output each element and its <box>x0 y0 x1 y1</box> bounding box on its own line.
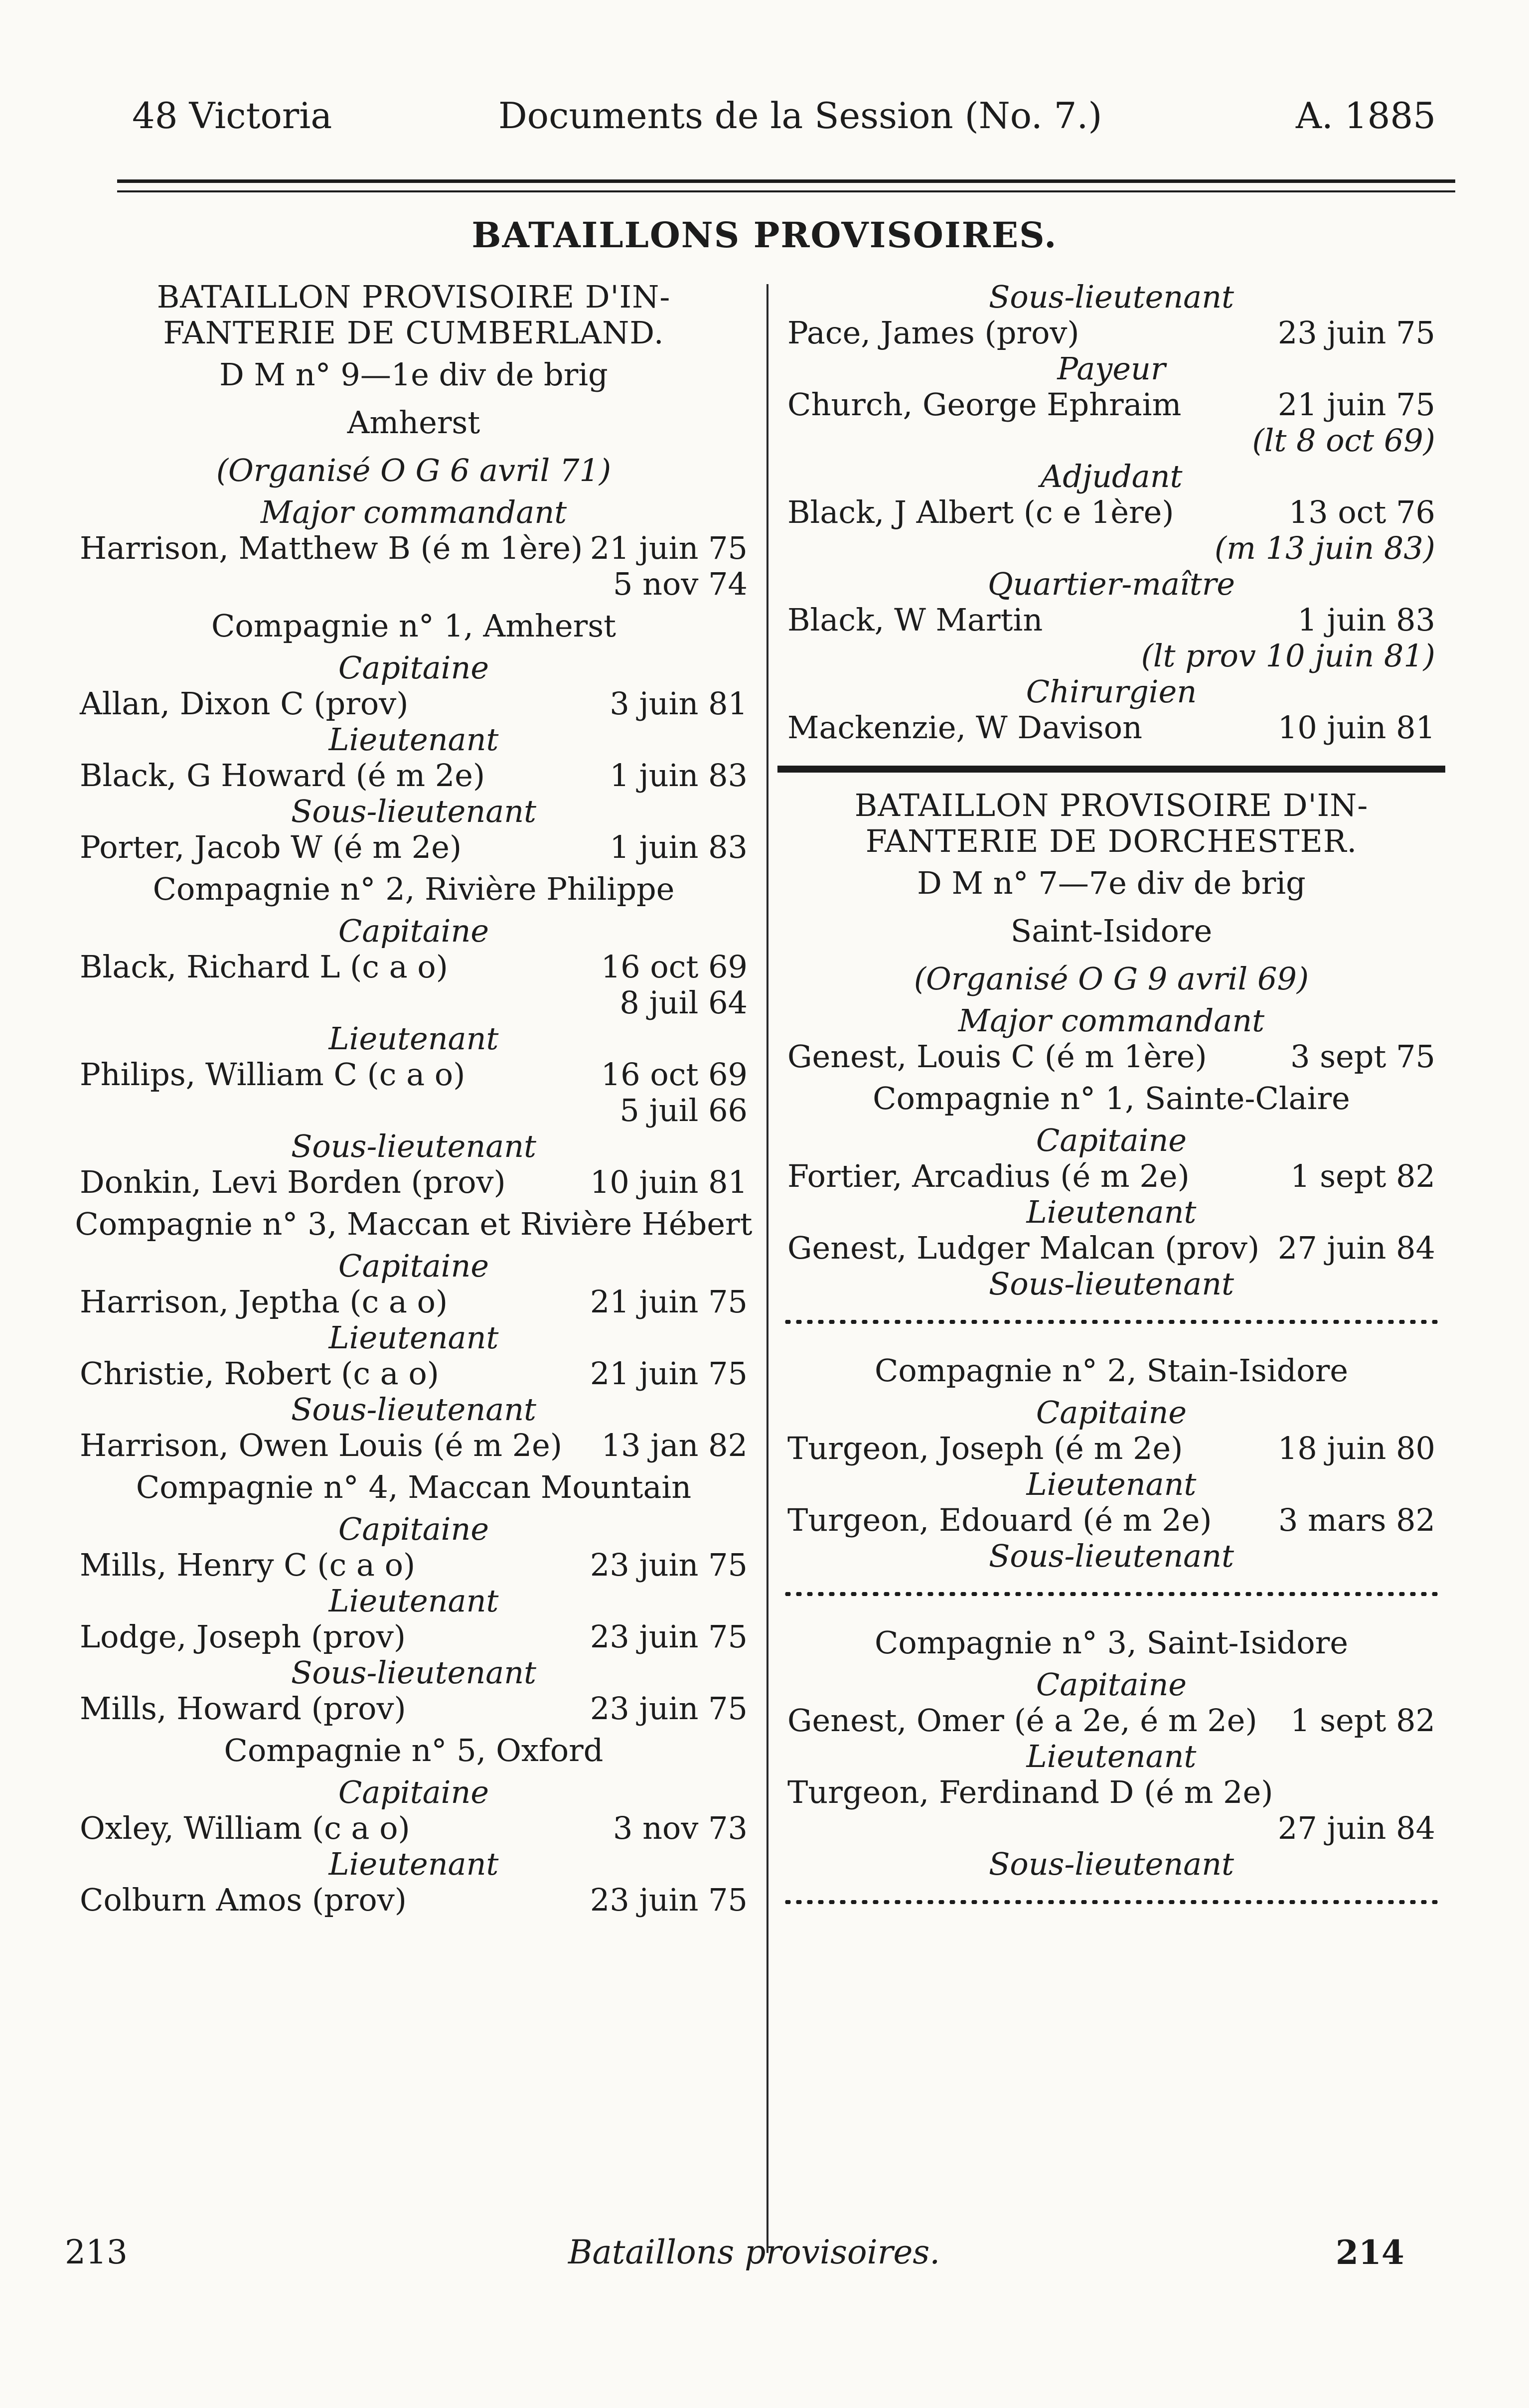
officer-row <box>777 315 1445 351</box>
rank-title: Capitaine <box>1036 1666 1187 1703</box>
officer-date: 1 juin 83 <box>1297 602 1435 638</box>
dotted-leader <box>777 1887 1445 1917</box>
officer-name: Fortier, Arcadius (é m 2e) <box>787 1158 1190 1194</box>
officer-name: Donkin, Levi Borden (prov) <box>80 1164 506 1200</box>
rank-title: Sous-lieutenant <box>988 1846 1234 1882</box>
officer-name: Church, George Ephraim <box>787 386 1182 423</box>
officer-date: 13 oct 76 <box>1288 494 1435 530</box>
officer-row <box>777 1158 1445 1194</box>
officer-row <box>70 1547 758 1583</box>
battalion-heading: FANTERIE DE CUMBERLAND. <box>163 315 664 351</box>
right-column <box>777 279 1445 1927</box>
officer-date: 1 sept 82 <box>1290 1702 1435 1739</box>
rank-title: Sous-lieutenant <box>291 1654 537 1691</box>
page-title: BATAILLONS PROVISOIRES. <box>471 214 1058 256</box>
header-rule <box>117 179 1455 183</box>
officer-date: 16 oct 69 <box>601 949 748 985</box>
officer-row <box>70 1428 758 1463</box>
officer-name: Genest, Louis C (é m 1ère) <box>787 1038 1207 1075</box>
officer-name: Black, W Martin <box>787 602 1043 638</box>
officer-name: Black, J Albert (c e 1ère) <box>787 494 1174 530</box>
company-heading: Compagnie n° 1, Amherst <box>211 608 616 644</box>
officer-date: 18 juin 80 <box>1277 1430 1435 1466</box>
officer-row <box>70 949 758 985</box>
rank-title: Quartier-maître <box>987 566 1235 602</box>
dotted-leader <box>777 1579 1445 1609</box>
officer-date: 1 sept 82 <box>1290 1158 1435 1194</box>
officer-row <box>777 602 1445 638</box>
rank-title: Major commandant <box>260 494 567 530</box>
officer-date: 1 juin 83 <box>610 757 748 794</box>
officer-date: 3 mars 82 <box>1278 1502 1435 1538</box>
rank-title: Lieutenant <box>328 1846 499 1882</box>
rank-title: Lieutenant <box>1026 1194 1197 1230</box>
officer-date: 21 juin 75 <box>1277 386 1435 423</box>
battalion-heading: BATAILLON PROVISOIRE D'IN- <box>156 279 671 315</box>
rank-title: Capitaine <box>338 1248 489 1284</box>
officer-name: Colburn Amos (prov) <box>80 1882 407 1918</box>
company-heading: Compagnie n° 4, Maccan Mountain <box>136 1469 692 1505</box>
officer-date-secondary: (m 13 juin 83) <box>1215 530 1435 566</box>
officer-row <box>777 1703 1445 1739</box>
rank-title: Capitaine <box>338 1774 489 1810</box>
officer-row <box>777 710 1445 746</box>
officer-row <box>70 1356 758 1392</box>
battalion-heading: FANTERIE DE DORCHESTER. <box>865 823 1358 859</box>
officer-row <box>777 1502 1445 1538</box>
officer-name: Mills, Henry C (c a o) <box>80 1547 416 1583</box>
rank-title: Sous-lieutenant <box>988 1538 1234 1574</box>
officer-name: Black, Richard L (c a o) <box>80 949 448 985</box>
officer-name: Philips, William C (c a o) <box>80 1056 465 1093</box>
officer-date: 23 juin 75 <box>590 1690 748 1727</box>
officer-name: Harrison, Matthew B (é m 1ère) <box>80 530 583 566</box>
officer-name: Lodge, Joseph (prov) <box>80 1618 406 1655</box>
place-line: Amherst <box>347 404 480 441</box>
rank-title: Payeur <box>1057 350 1166 387</box>
officer-date: 23 juin 75 <box>590 1882 748 1918</box>
page-number-right: 214 <box>1336 2233 1404 2272</box>
officer-name: Allan, Dixon C (prov) <box>80 685 409 722</box>
running-footer: Bataillons provisoires. <box>568 2233 940 2271</box>
officer-date-secondary: (lt prov 10 juin 81) <box>1141 638 1435 674</box>
officer-name: Genest, Omer (é a 2e, é m 2e) <box>787 1702 1257 1739</box>
officer-row <box>777 1230 1445 1266</box>
officer-date: 21 juin 75 <box>590 1284 748 1320</box>
district-line: D M n° 7—7e div de brig <box>917 865 1306 901</box>
officer-row <box>777 1431 1445 1466</box>
officer-row <box>70 1810 758 1846</box>
officer-name: Harrison, Owen Louis (é m 2e) <box>80 1427 563 1463</box>
officer-date-secondary: 5 juil 66 <box>619 1092 748 1128</box>
officer-date: 3 juin 81 <box>610 685 748 722</box>
company-heading: Compagnie n° 3, Maccan et Rivière Hébert <box>75 1206 753 1242</box>
section-rule <box>777 766 1445 773</box>
rank-title: Capitaine <box>338 649 489 686</box>
rank-title: Lieutenant <box>1026 1466 1197 1502</box>
officer-date-secondary: (lt 8 oct 69) <box>1252 422 1435 459</box>
rank-title: Lieutenant <box>1026 1738 1197 1774</box>
column-divider <box>766 284 768 2253</box>
officer-name: Christie, Robert (c a o) <box>80 1355 439 1392</box>
officer-date: 23 juin 75 <box>590 1618 748 1655</box>
officer-row <box>777 494 1445 530</box>
rank-title: Capitaine <box>1036 1394 1187 1431</box>
officer-row <box>70 686 758 722</box>
officer-name: Oxley, William (c a o) <box>80 1810 410 1846</box>
officer-date: 10 juin 81 <box>590 1164 748 1200</box>
officer-date: 13 jan 82 <box>601 1427 748 1463</box>
header-year: A. 1885 <box>1296 95 1436 137</box>
officer-date: 1 juin 83 <box>610 829 748 865</box>
officer-date: 10 juin 81 <box>1277 709 1435 746</box>
officer-name: Black, G Howard (é m 2e) <box>80 757 485 794</box>
officer-name: Turgeon, Edouard (é m 2e) <box>787 1502 1212 1538</box>
rank-title: Lieutenant <box>328 1583 499 1619</box>
officer-name: Pace, James (prov) <box>787 315 1079 351</box>
officer-date: 3 sept 75 <box>1290 1038 1435 1075</box>
company-heading: Compagnie n° 1, Sainte-Claire <box>873 1080 1350 1117</box>
officer-date: 27 juin 84 <box>1277 1810 1435 1846</box>
officer-date: 27 juin 84 <box>1277 1230 1435 1266</box>
officer-date: 23 juin 75 <box>590 1547 748 1583</box>
dotted-leader <box>777 1307 1445 1337</box>
officer-date-secondary: 5 nov 74 <box>612 566 748 602</box>
officer-date: 16 oct 69 <box>601 1056 748 1093</box>
officer-row <box>70 1691 758 1727</box>
place-line: Saint-Isidore <box>1010 913 1213 949</box>
officer-name: Mackenzie, W Davison <box>787 709 1143 746</box>
officer-date: 3 nov 73 <box>612 1810 748 1846</box>
officer-date: 21 juin 75 <box>590 530 748 566</box>
rank-title: Sous-lieutenant <box>291 1391 537 1428</box>
officer-row <box>777 1774 1445 1810</box>
officer-row <box>70 758 758 794</box>
left-column <box>70 279 758 1918</box>
officer-row <box>70 1057 758 1093</box>
officer-row <box>70 829 758 865</box>
officer-name: Genest, Ludger Malcan (prov) <box>787 1230 1260 1266</box>
company-heading: Compagnie n° 5, Oxford <box>224 1732 604 1768</box>
rank-title: Sous-lieutenant <box>291 793 537 829</box>
officer-name: Turgeon, Ferdinand D (é m 2e) <box>787 1774 1273 1810</box>
officer-row <box>777 1039 1445 1075</box>
header-title: Documents de la Session (No. 7.) <box>498 95 1102 137</box>
rank-title: Capitaine <box>338 913 489 949</box>
organised-line: (Organisé O G 9 avril 69) <box>914 961 1309 997</box>
officer-row <box>70 530 758 566</box>
officer-row <box>70 1284 758 1320</box>
battalion-heading: BATAILLON PROVISOIRE D'IN- <box>854 787 1369 823</box>
page-number-left: 213 <box>65 2233 128 2271</box>
officer-name: Turgeon, Joseph (é m 2e) <box>787 1430 1183 1466</box>
rank-title: Sous-lieutenant <box>988 279 1234 315</box>
rank-title: Lieutenant <box>328 1319 499 1356</box>
rank-title: Capitaine <box>338 1511 489 1547</box>
company-heading: Compagnie n° 2, Stain-Isidore <box>874 1352 1349 1389</box>
rank-title: Chirurgien <box>1026 673 1197 710</box>
rank-title: Sous-lieutenant <box>291 1128 537 1164</box>
officer-name: Harrison, Jeptha (c a o) <box>80 1284 448 1320</box>
district-line: D M n° 9—1e div de brig <box>219 356 608 393</box>
officer-row <box>777 387 1445 423</box>
rank-title: Lieutenant <box>328 1020 499 1057</box>
officer-date-secondary: 8 juil 64 <box>619 984 748 1021</box>
officer-name: Porter, Jacob W (é m 2e) <box>80 829 462 865</box>
officer-date: 23 juin 75 <box>1277 315 1435 351</box>
officer-row <box>70 1619 758 1655</box>
rank-title: Lieutenant <box>328 721 499 758</box>
rank-title: Adjudant <box>1040 458 1183 494</box>
rank-title: Capitaine <box>1036 1122 1187 1158</box>
header-rule-thin <box>117 190 1455 192</box>
officer-row <box>70 1164 758 1200</box>
company-heading: Compagnie n° 3, Saint-Isidore <box>874 1624 1349 1661</box>
rank-title: Sous-lieutenant <box>988 1266 1234 1302</box>
officer-date: 21 juin 75 <box>590 1355 748 1392</box>
officer-row <box>70 1882 758 1918</box>
organised-line: (Organisé O G 6 avril 71) <box>216 452 612 488</box>
company-heading: Compagnie n° 2, Rivière Philippe <box>153 871 675 907</box>
officer-name: Mills, Howard (prov) <box>80 1690 406 1727</box>
header-volume: 48 Victoria <box>132 95 332 137</box>
rank-title: Major commandant <box>958 1002 1265 1039</box>
